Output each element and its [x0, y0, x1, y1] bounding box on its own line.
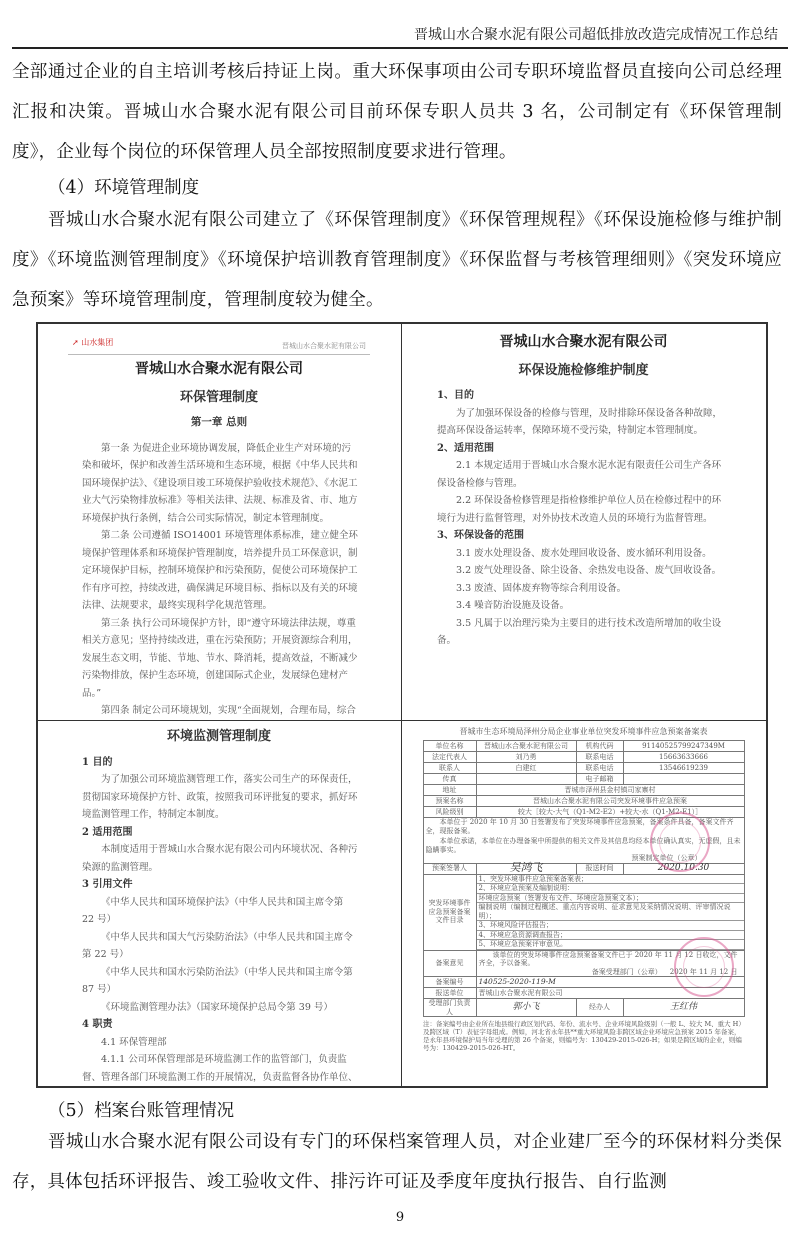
doc-clause: 4.1.1 公司环保管理部是环境监测工作的监管部门，负责监督、管理各部门环境监测工作的开展情况，负责监督各协作单位、 — [82, 1054, 358, 1083]
doc-clause: 本制度适用于晋城山水合聚水泥有限公司内环境状况、各种污染源的监测管理。 — [82, 844, 358, 873]
header-rule — [12, 47, 788, 49]
filing-opinion: 该单位的突发环境事件应急预案备案文件已于 2020 年 11 月 12 日收讫，文件齐全，予以备案。 — [478, 950, 738, 967]
doc-clause: 3.2 废气处理设备、除尘设备、余热发电设备、废气回收设备。 — [456, 565, 722, 576]
dept-date: 2020 年 11 月 12 日 — [669, 967, 738, 976]
form-value: 15663633666 — [623, 752, 744, 763]
doc-clause: 《中华人民共和国环境保护法》（中华人民共和国主席令第 22 号） — [82, 896, 344, 925]
form-label: 电子邮箱 — [576, 774, 623, 785]
form-row — [423, 752, 744, 763]
form-row-opinion — [423, 950, 744, 977]
form-row — [423, 741, 744, 752]
letterhead-company: 晋城山水合聚水泥有限公司 — [282, 342, 366, 350]
filing-doc-item: 环境应急预案（签署发布文件、环境应急预案文本）； — [477, 894, 744, 904]
form-row-signer — [423, 863, 744, 874]
form-row-documents — [423, 874, 744, 950]
doc-section-heading: 2、适用范围 — [437, 442, 494, 454]
paragraph-archives: 晋城山水合聚水泥有限公司设有专门的环保档案管理人员，对企业建厂至今的环保材料分类保存，具体包括环评报告、竣工验收文件、排污许可证及季度年度执行报告、自行监测 — [12, 1132, 782, 1192]
shanshui-logo-icon: ➚ 山水集团 — [72, 338, 114, 347]
filing-doc-item: 3、环境风险评估报告； — [477, 921, 744, 931]
form-label: 报送单位 — [423, 988, 476, 999]
doc-body — [403, 387, 764, 650]
doc-company-title: 晋城山水合聚水泥有限公司 — [135, 361, 303, 377]
form-row-head — [423, 999, 744, 1017]
filing-form-table — [423, 740, 745, 1017]
filing-doc-list — [476, 874, 744, 950]
head-signature: 郭小飞 — [476, 999, 576, 1017]
doc-clause: 第三条 执行公司环境保护方针，即“遵守环境法律法规，尊重相关方意见；坚持持续改进，重在污染预防；开展资源综合利用，发展生态文明，节能、节地、节水、降消耗，提高效益，不断减少污染物排放，保护生态环境，创建国际式企业，发展绿色建材产品。” — [82, 617, 358, 699]
doc-clause: 3.4 噪音防治设施及设备。 — [456, 600, 570, 611]
logo-text: 山水集团 — [81, 338, 114, 347]
form-value: 13546619239 — [623, 763, 744, 774]
form-declaration-1: 本单位于 2020 年 10 月 30 日签署发布了突发环境事件应急预案，备案条件具备，备案文件齐全，现报备案。 — [425, 818, 734, 835]
form-row-risk — [423, 807, 744, 818]
doc-clause: 3.3 废渣、固体废弃物等综合利用设备。 — [456, 582, 627, 594]
form-label: 联系电话 — [576, 752, 623, 763]
section-heading-5: （5）档案台账管理情况 — [48, 1101, 235, 1121]
form-row-address — [423, 785, 744, 796]
form-label: 风险级别 — [423, 807, 476, 818]
doc-clause: 2.2 环保设备检修管理是指检修维护单位人员在检修过程中的环境行为进行监督管理，对外协技术改造人员的环境行为监督管理。 — [437, 495, 722, 524]
doc-clause: 为了加强公司环境监测管理工作，落实公司生产的环保责任，贯彻国家环境保护方针、政策，按照我司环评批复的要求，抓好环境监测管理工作，特制定本制度。 — [82, 774, 358, 820]
figure-divider-vertical — [401, 324, 402, 1086]
form-label: 预案名称 — [423, 796, 476, 807]
form-row-plan — [423, 796, 744, 807]
filing-doc-item: 5、环境应急预案评审意见。 — [477, 940, 744, 950]
doc-section-heading: 1 目的 — [82, 756, 113, 768]
doc-section-heading: 2 适用范围 — [82, 826, 133, 838]
form-label: 备案编号 — [423, 977, 476, 988]
doc-body — [38, 754, 400, 1085]
form-row-submitter — [423, 988, 744, 999]
figure-divider-horizontal — [38, 720, 766, 721]
filing-doc-item: 2、环境应急预案及编制说明： — [477, 884, 744, 894]
doc-section-heading: 1、目的 — [437, 390, 474, 401]
running-header: 晋城山水合聚水泥有限公司超低排放改造完成情况工作总结 — [414, 27, 778, 43]
doc-clause: 第二条 公司遵循 ISO14001 环境管理体系标准，建立健全环境保护管理体系和环境保护管理制度，培养提升员工环保意识，制定环境保护目标，控制环境保护和污染预防，促使公司环境保护工作有序可控，持续改进，确保满足环境目标、指标以及有关的环境法律、法规要求，最终实现科学化规范管理。 — [82, 530, 358, 611]
form-value: 较大［较大-大气（Q1-M2-E2）+较大-水（Q1-M2-E1）］ — [476, 807, 744, 818]
doc-company-title: 晋城山水合聚水泥有限公司 — [499, 334, 668, 350]
form-label: 法定代表人 — [423, 752, 476, 763]
doc-body — [38, 440, 400, 720]
form-label: 单位名称 — [423, 741, 476, 752]
form-declaration-2: 本单位承诺，本单位在办理备案中所提供的相关文件及其信息均经本单位确认真实，无虚假，且未隐瞒事实。 — [425, 837, 741, 854]
handler-signature: 王红伟 — [623, 999, 744, 1017]
doc-chapter: 第一章 总则 — [190, 416, 248, 428]
scan-facility-maintenance-system — [403, 324, 764, 719]
form-label: 机构代码 — [576, 741, 623, 752]
doc-clause: 为了加强环保设备的检修与管理，及时排除环保设备各种故障，提高环保设备运转率，保障环境不受污染，特制定本管理制度。 — [437, 407, 723, 436]
form-label: 报送时间 — [576, 863, 623, 874]
form-value: 晋城市泽州县金村镇司家寨村 — [476, 785, 744, 796]
filing-doc-item: 1、突发环境事件应急预案备案表； — [477, 875, 744, 885]
filing-doc-item: 编制说明（编制过程概述、重点内容说明、征求意见及采纳情况说明、评审情况说明）； — [477, 903, 744, 921]
dept-seal-label: 备案受理部门（公章） — [591, 967, 662, 976]
doc-section-heading: 4 职责 — [82, 1019, 113, 1030]
submit-date: 2020.10.30 — [623, 863, 744, 874]
form-value: 晋城山水合聚水泥有限公司 — [476, 741, 576, 752]
form-seal-label: 预案制定单位（公章） — [631, 854, 702, 862]
doc-clause: 《中华人民共和国水污染防治法》（中华人民共和国主席令第 87 号） — [82, 966, 353, 995]
form-row-declaration — [423, 818, 744, 864]
form-value — [623, 774, 744, 785]
paragraph-management-systems: 晋城山水合聚水泥有限公司建立了《环保管理制度》《环保管理规程》《环保设施检修与维护制度》《环境监测管理制度》《环境保护培训教育管理制度》《环保监督与考核管理细则》《突发环境应急预案》等环境管理制度，管理制度较为健全。 — [12, 210, 782, 310]
form-label: 预案签署人 — [423, 863, 476, 874]
form-label: 传真 — [423, 774, 476, 785]
form-label: 地址 — [423, 785, 476, 796]
form-footnote: 注：备案编号由企业所在地县级行政区划代码、年份、流水号、企业环境风险级别（一般 L、较大 M、重大 H）及跨区域（T）表征字母组成。例如，河北省永年县**重大环境风险非跨区域企业环境应急预案 2015 年备案，是永年县环境保护局当年受理的第 26 个备案，则编号为：130429-2015-026-H；如果是跨区域的企业，则编号为：130429-2015-026-HT。 — [423, 1020, 742, 1052]
doc-clause: 3.5 凡属于以治理污染为主要目的进行技术改造所增加的收尘设备。 — [437, 617, 722, 646]
page-number: 9 — [395, 1210, 405, 1225]
form-label: 联系人 — [423, 763, 476, 774]
doc-clause: 3.1 废水处理设备、废水处理回收设备、废水循环利用设备。 — [456, 547, 712, 559]
doc-clause: 第一条 为促进企业环境协调发展，降低企业生产对环境的污染和破坏，保护和改善生活环境和生态环境，根据《中华人民共和国环境保护法》、《建设项目竣工环境保护验收技术规范》、《水泥工业大气污染物排放标准》等相关法律、法规、标准及省、市、地方环境保护执行条例，结合公司实际情况，制定本管理制度。 — [82, 442, 358, 524]
paragraph-training: 全部通过企业的自主培训考核后持证上岗。重大环保事项由公司专职环境监督员直接向公司总经理汇报和决策。晋城山水合聚水泥有限公司目前环保专职人员共 3 名，公司制定有《环保管理制度》，企业每个岗位的环保管理人员全部按照制度要求进行管理。 — [12, 62, 782, 162]
form-value: 白建红 — [476, 763, 576, 774]
filing-doc-item: 4、环境应急资源调查报告； — [477, 931, 744, 941]
doc-section-heading: 3 引用文件 — [82, 879, 133, 890]
form-value: 刘乃勇 — [476, 752, 576, 763]
doc-clause: 2.1 本规定适用于晋城山水合聚水泥水泥有限责任公司生产各环保设备检修与管理。 — [437, 460, 722, 489]
form-label: 突发环境事件应急预案备案文件目录 — [423, 874, 476, 950]
scan-monitoring-management-system — [38, 722, 400, 1084]
doc-clause: 《中华人民共和国大气污染防治法》（中华人民共和国主席令第 22 号） — [82, 931, 353, 960]
doc-letterhead — [68, 332, 370, 355]
doc-title: 环保设施检修维护制度 — [518, 362, 649, 378]
section-heading-4: （4）环境管理制度 — [48, 178, 200, 198]
form-title: 晋城市生态环境局泽州分局企业事业单位突发环境事件应急预案备案表 — [459, 727, 708, 736]
record-number: 140525-2020-119-M — [476, 977, 744, 988]
submitter-value: 晋城山水合聚水泥有限公司 — [476, 988, 744, 999]
doc-title: 环境监测管理制度 — [166, 729, 271, 744]
form-value — [476, 774, 576, 785]
form-value: 晋城山水合聚水泥有限公司突发环境事件应急预案 — [476, 796, 744, 807]
document-scans-figure — [36, 322, 768, 1088]
form-row — [423, 774, 744, 785]
doc-clause: 第四条 制定公司环境规划，实现“全面规划，合理布局，综合 — [101, 705, 356, 716]
form-label: 备案意见 — [423, 950, 476, 977]
form-label: 经办人 — [576, 999, 623, 1017]
form-row-record-no — [423, 977, 744, 988]
form-value: 91140525799247349M — [623, 741, 744, 752]
form-row — [423, 763, 744, 774]
doc-clause: 《环境监测管理办法》（国家环境保护总局令第 39 号） — [101, 1001, 333, 1013]
form-label: 联系电话 — [576, 763, 623, 774]
signer-signature: 吴鸿飞 — [476, 863, 576, 874]
doc-title: 环保管理制度 — [179, 389, 258, 405]
doc-section-heading: 3、环保设备的范围 — [437, 530, 524, 541]
scan-environmental-management-system — [38, 324, 400, 719]
doc-clause: 4.1 环保管理部 — [101, 1036, 167, 1048]
scan-emergency-plan-filing-form — [403, 722, 764, 1084]
form-label: 受理部门负责人 — [423, 999, 476, 1017]
